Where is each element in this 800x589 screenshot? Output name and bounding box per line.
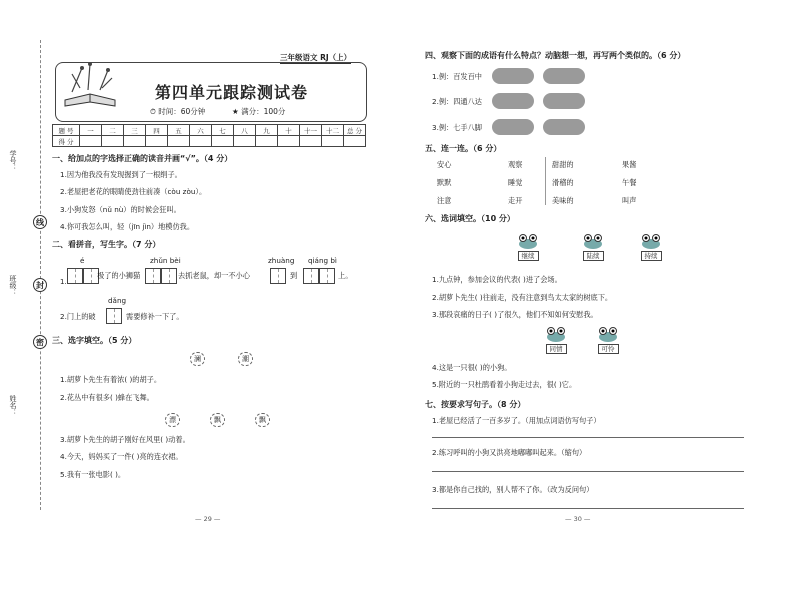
char-box[interactable] <box>303 268 319 284</box>
word-option: 陆续 <box>583 251 604 261</box>
time-info: ⏱ 时间：60分钟 <box>150 107 206 116</box>
frog-icon <box>640 233 662 249</box>
word-option: 继续 <box>518 251 539 261</box>
label-name: 姓名： <box>9 395 17 416</box>
s1-item-3: 3.小狗发怒（nǔ nù）的时候会狂叫。 <box>60 205 181 214</box>
match-word[interactable]: 甜甜的 <box>552 160 574 169</box>
s7-item-3: 3.都是你自己找的，别人帮不了你。（改为反问句） <box>432 485 594 494</box>
score-table-header-cell: 二 <box>102 125 124 136</box>
word-option: 持续 <box>641 251 662 261</box>
label-class: 班级： <box>9 275 17 296</box>
binding-line <box>40 40 41 510</box>
s6-item-5: 5.附近的一只杜鹃看着小狗走过去，很( )它。 <box>432 380 577 389</box>
score-table-score-cell[interactable] <box>80 136 102 147</box>
pinyin-e: é <box>80 256 85 265</box>
choice-chip: 澜 <box>190 352 205 366</box>
match-word[interactable]: 观察 <box>508 160 523 169</box>
answer-line[interactable] <box>432 508 744 509</box>
match-word[interactable]: 注意 <box>437 196 452 205</box>
s1-item-1: 1.因为他我没有发现握到了一根绢子。 <box>60 170 182 179</box>
match-word[interactable]: 默默 <box>437 178 452 187</box>
match-word[interactable]: 睡觉 <box>508 178 523 187</box>
match-word[interactable]: 走开 <box>508 196 523 205</box>
s2-text-1: 极了的小狮猫 <box>97 271 141 280</box>
score-info: ★ 满分：100分 <box>232 107 286 116</box>
match-word[interactable]: 安心 <box>437 160 452 169</box>
score-table-score-cell[interactable] <box>212 136 234 147</box>
match-word[interactable]: 美味的 <box>552 196 574 205</box>
char-box[interactable] <box>161 268 177 284</box>
score-table-header-cell: 三 <box>124 125 146 136</box>
s2-boxes-zhunbei <box>145 268 177 286</box>
book-illustration <box>60 62 120 112</box>
char-box[interactable] <box>67 268 83 284</box>
char-box[interactable] <box>319 268 335 284</box>
score-table-header-cell: 十 <box>278 125 300 136</box>
answer-cloud[interactable] <box>492 68 534 84</box>
s2-text-2: 去抓老鼠，却一不小心 <box>178 271 250 280</box>
frog-icon <box>545 326 567 342</box>
match-word[interactable]: 滑稽的 <box>552 178 574 187</box>
score-table-score-cell[interactable] <box>256 136 278 147</box>
score-table-score-cell[interactable] <box>146 136 168 147</box>
score-table-header-cell: 一 <box>80 125 102 136</box>
choice-chip: 飘 <box>255 413 270 427</box>
answer-cloud[interactable] <box>492 93 534 109</box>
s3-item-5: 5.我有一张电影( )。 <box>60 470 126 479</box>
char-box[interactable] <box>145 268 161 284</box>
seal-xian: 线 <box>33 215 47 229</box>
s4-item-1: 1.例：百发百中 <box>432 72 482 81</box>
s3-item-2: 2.花丛中有很多( )蜂在飞舞。 <box>60 393 154 402</box>
pinyin-zhunbei: zhǔn bèi <box>150 256 181 265</box>
section-6-title: 六、选词填空。（10 分） <box>425 214 515 223</box>
answer-line[interactable] <box>432 471 744 472</box>
s4-item-2: 2.例：四通八达 <box>432 97 482 106</box>
choice-chip: 漂 <box>165 413 180 427</box>
seal-feng: 封 <box>33 278 47 292</box>
s6-item-2: 2.胡萝卜先生( )往前走，没有注意到鸟太太家的树底下。 <box>432 293 613 302</box>
char-box[interactable] <box>270 268 286 284</box>
score-table-score-cell[interactable] <box>300 136 322 147</box>
grade-label: 三年级语文 RJ（上） <box>280 53 352 62</box>
s6-item-3: 3.那段哀痛的日子( )了很久，他们不知如何安慰我。 <box>432 310 598 319</box>
score-table-header-cell: 六 <box>190 125 212 136</box>
score-table-score-cell[interactable] <box>278 136 300 147</box>
pinyin-dang: dǎng <box>108 296 127 305</box>
section-7-title: 七、按要求写句子。（8 分） <box>425 400 526 409</box>
s3-item-4: 4.今天，妈妈买了一件( )亮的连衣裙。 <box>60 452 183 461</box>
answer-cloud[interactable] <box>543 93 585 109</box>
score-table-header-cell: 题 号 <box>53 125 80 136</box>
s2-text-4: 上。 <box>338 271 353 280</box>
s3-item-3: 3.胡萝卜先生的胡子刚好在风里( )动着。 <box>60 435 190 444</box>
score-table-header-cell: 五 <box>168 125 190 136</box>
char-box[interactable] <box>106 308 122 324</box>
pinyin-qiangbi: qiáng bì <box>308 256 337 265</box>
s2-boxes-dang <box>106 308 122 326</box>
pinyin-zhuang: zhuàng <box>268 256 295 265</box>
frog-word-card <box>545 326 567 353</box>
section-4-title: 四、观察下面的成语有什么特点？动脑想一想，再写两个类似的。（6 分） <box>425 51 686 60</box>
frog-icon <box>517 233 539 249</box>
score-table-header-cell: 十一 <box>300 125 322 136</box>
section-3-title: 三、选字填空。（5 分） <box>52 336 137 345</box>
s1-item-4: 4.你可我怎么叫，轻（jīn jìn）地模仿我。 <box>60 222 195 231</box>
column-divider <box>545 157 546 205</box>
score-table-score-cell[interactable] <box>190 136 212 147</box>
time-text: 时间：60分钟 <box>158 107 206 116</box>
score-table-header-cell: 九 <box>256 125 278 136</box>
score-table-header-cell: 四 <box>146 125 168 136</box>
score-table <box>52 124 366 147</box>
answer-cloud[interactable] <box>543 119 585 135</box>
s3-item-1: 1.胡萝卜先生有着浓( )的胡子。 <box>60 375 162 384</box>
choice-chip: 潮 <box>238 352 253 366</box>
choice-chip: 飘 <box>210 413 225 427</box>
score-table-header-cell: 十二 <box>322 125 344 136</box>
score-text: 满分：100分 <box>241 107 286 116</box>
s4-item-3: 3.例：七手八脚 <box>432 123 482 132</box>
score-table-score-cell[interactable] <box>322 136 344 147</box>
frog-word-card <box>517 233 539 260</box>
score-table-score-cell[interactable] <box>168 136 190 147</box>
score-table-header-cell: 七 <box>212 125 234 136</box>
section-2-title: 二、看拼音，写生字。（7 分） <box>52 240 161 249</box>
s6-item-4: 4.这是一只很( )的小狗。 <box>432 363 512 372</box>
answer-line[interactable] <box>432 437 744 438</box>
answer-cloud[interactable] <box>492 119 534 135</box>
s2-text-3: 到 <box>290 271 298 280</box>
page-title: 第四单元跟踪测试卷 <box>155 83 309 102</box>
frog-word-card <box>582 233 604 260</box>
page-number-left: — 29 — <box>195 515 221 523</box>
s2-text-5: 2.门上的破 <box>60 312 96 321</box>
score-table-header-cell: 总 分 <box>344 125 366 136</box>
page-number-right: — 30 — <box>565 515 591 523</box>
section-1-title: 一、给加点的字选择正确的读音并画“√”。（4 分） <box>52 154 233 163</box>
match-word[interactable]: 果酱 <box>622 160 637 169</box>
score-table-score-cell[interactable] <box>124 136 146 147</box>
word-option: 可怜 <box>598 344 619 354</box>
s2-boxes-zhuang <box>270 268 286 286</box>
frog-word-card <box>640 233 662 260</box>
seal-mi: 密 <box>33 335 47 349</box>
score-table-score-cell[interactable] <box>234 136 256 147</box>
section-5-title: 五、连一连。（6 分） <box>425 144 502 153</box>
s2-text-6: 需要修补一下了。 <box>126 312 184 321</box>
match-word[interactable]: 叫声 <box>622 196 637 205</box>
label-student-id: 学号： <box>9 150 17 171</box>
word-option: 同情 <box>546 344 567 354</box>
s2-row-1: 1. <box>60 268 99 286</box>
s1-item-2: 2.老屋把老花的眼睛使劲往前凑（còu zòu）。 <box>60 187 207 196</box>
score-table-header-cell: 八 <box>234 125 256 136</box>
score-table-score-cell[interactable] <box>102 136 124 147</box>
s7-item-1: 1.老屋已经活了一百多岁了。（用加点词语仿写句子） <box>432 416 601 425</box>
score-table-score-cell[interactable]: 得 分 <box>53 136 80 147</box>
s7-item-2: 2.练习呼叫的小狗又洪亮地嘟嘟叫起来。（缩句） <box>432 448 587 457</box>
match-word[interactable]: 午餐 <box>622 178 637 187</box>
frog-icon <box>582 233 604 249</box>
s6-item-1: 1.九点钟，参加会议的代表( )进了会场。 <box>432 275 562 284</box>
s2-boxes-qiangbi <box>303 268 335 286</box>
frog-icon <box>597 326 619 342</box>
frog-word-card <box>597 326 619 353</box>
answer-cloud[interactable] <box>543 68 585 84</box>
score-table-score-cell[interactable] <box>344 136 366 147</box>
